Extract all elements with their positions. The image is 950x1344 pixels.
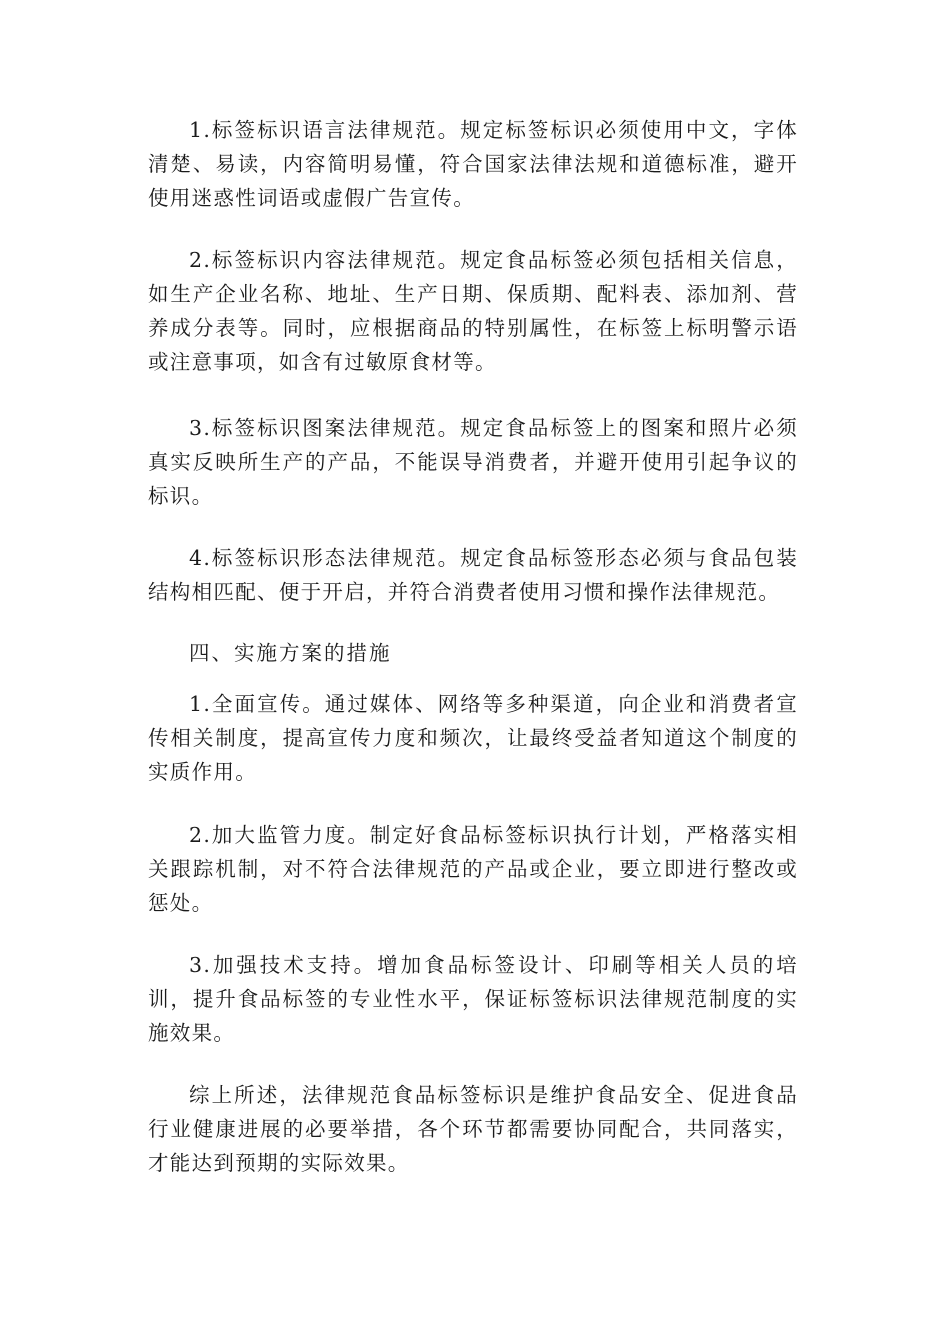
- paragraph-publicity: 1.全面宣传。通过媒体、网络等多种渠道，向企业和消费者宣传相关制度，提高宣传力度和频次，让最终受益者知道这个制度的实质作用。: [148, 692, 798, 784]
- paragraph-supervision: 2.加大监管力度。制定好食品标签标识执行计划，严格落实相关跟踪机制，对不符合法律规范的产品或企业，要立即进行整改或惩处。: [148, 823, 798, 915]
- paragraph-language-norms: 1.标签标识语言法律规范。规定标签标识必须使用中文，字体清楚、易读，内容简明易懂，符合国家法律法规和道德标准，避开使用迷惑性词语或虚假广告宣传。: [148, 118, 798, 210]
- paragraph-technical-support: 3.加强技术支持。增加食品标签设计、印刷等相关人员的培训，提升食品标签的专业性水平，保证标签标识法律规范制度的实施效果。: [148, 953, 798, 1045]
- paragraph-content-norms: 2.标签标识内容法律规范。规定食品标签必须包括相关信息，如生产企业名称、地址、生产日期、保质期、配料表、添加剂、营养成分表等。同时，应根据商品的特别属性，在标签上标明警示语或注意事项，如含有过敏原食材等。: [148, 248, 798, 374]
- paragraph-form-norms: 4.标签标识形态法律规范。规定食品标签形态必须与食品包装结构相匹配、便于开启，并符合消费者使用习惯和操作法律规范。: [148, 546, 798, 604]
- section-heading-measures: 四、实施方案的措施: [189, 641, 392, 665]
- paragraph-conclusion: 综上所述，法律规范食品标签标识是维护食品安全、促进食品行业健康进展的必要举措，各个环节都需要协同配合，共同落实，才能达到预期的实际效果。: [148, 1083, 798, 1175]
- paragraph-pattern-norms: 3.标签标识图案法律规范。规定食品标签上的图案和照片必须真实反映所生产的产品，不能误导消费者，并避开使用引起争议的标识。: [148, 416, 798, 508]
